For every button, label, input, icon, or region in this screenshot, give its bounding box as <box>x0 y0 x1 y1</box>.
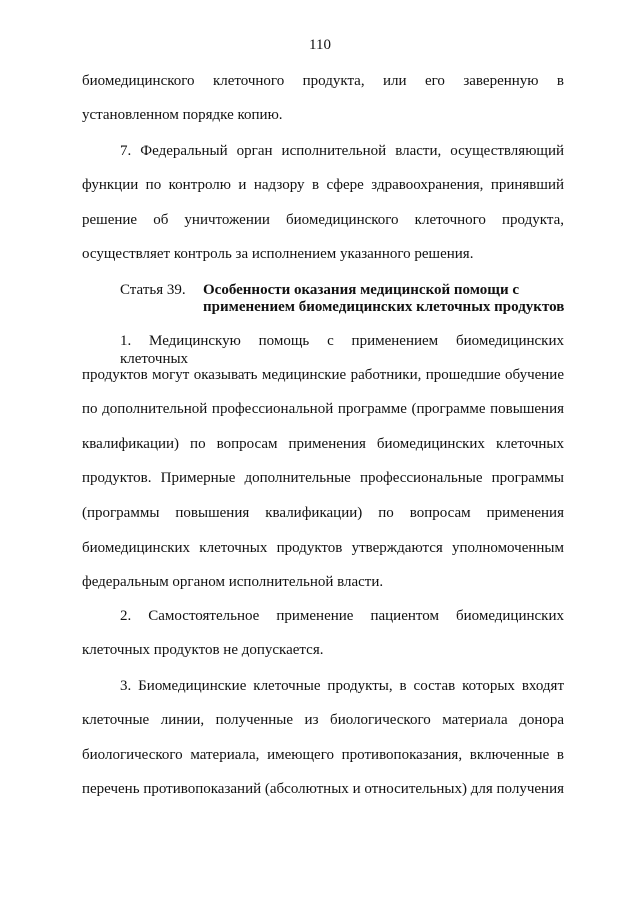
article-title-line: Особенности оказания медицинской помощи с <box>203 282 520 298</box>
text-line: (программы повышения квалификации) по вопросам применения <box>82 505 564 521</box>
text-line: осуществляет контроль за исполнением указанного решения. <box>82 246 474 262</box>
article-title-line: применением биомедицинских клеточных продуктов <box>203 299 565 315</box>
text-line: решение об уничтожении биомедицинского клеточного продукта, <box>82 212 564 228</box>
text-line: 7. Федеральный орган исполнительной власти, осуществляющий <box>120 143 564 159</box>
text-line: квалификации) по вопросам применения биомедицинских клеточных <box>82 436 564 452</box>
text-line: клеточные линии, полученные из биологического материала донора <box>82 712 564 728</box>
text-line: федеральным органом исполнительной власти. <box>82 574 384 590</box>
text-line: 1. Медицинскую помощь с применением биомедицинских клеточных <box>120 333 564 367</box>
text-line: по дополнительной профессиональной программе (программе повышения <box>82 401 564 417</box>
text-line: клеточных продуктов не допускается. <box>82 642 324 658</box>
text-line: установленном порядке копию. <box>82 107 283 123</box>
text-line: биомедицинского клеточного продукта, или его заверенную в <box>82 73 564 89</box>
text-line: биологического материала, имеющего противопоказания, включенные в <box>82 747 564 763</box>
text-line: продуктов могут оказывать медицинские работники, прошедшие обучение <box>82 367 564 383</box>
text-line: 2. Самостоятельное применение пациентом биомедицинских <box>120 608 564 624</box>
text-line: 3. Биомедицинские клеточные продукты, в состав которых входят <box>120 678 564 694</box>
text-line: функции по контролю и надзору в сфере здравоохранения, принявший <box>82 177 564 193</box>
page-number: 110 <box>309 37 331 53</box>
text-line: биомедицинских клеточных продуктов утверждаются уполномоченным <box>82 540 564 556</box>
article-label: Статья 39. <box>120 282 186 298</box>
text-line: продуктов. Примерные дополнительные профессиональные программы <box>82 470 564 486</box>
text-line: перечень противопоказаний (абсолютных и относительных) для получения <box>82 781 564 797</box>
